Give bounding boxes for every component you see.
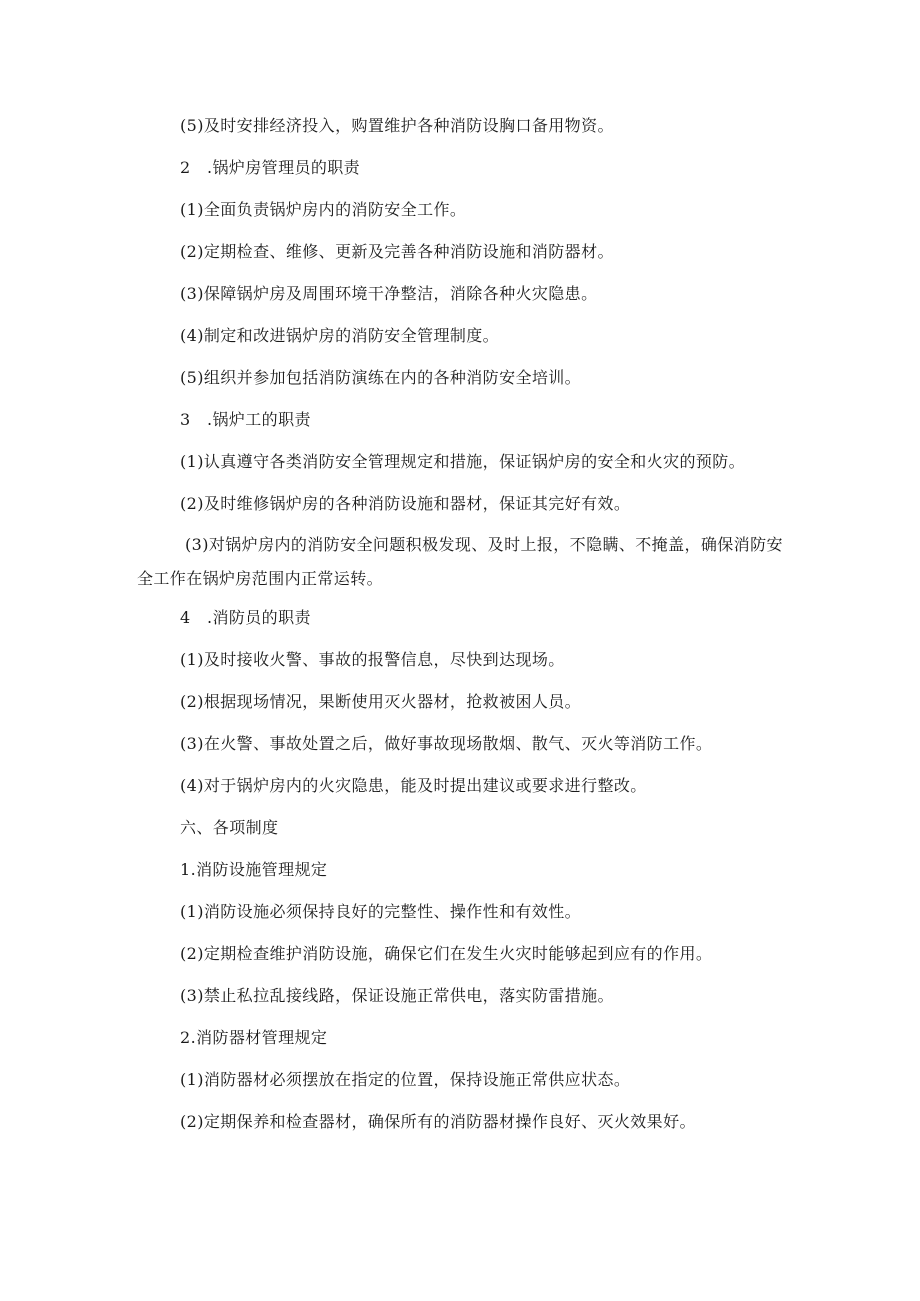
heading-boiler-manager-duties: 2 .锅炉房管理员的职责 — [180, 158, 361, 177]
item-2-inspect: (2)定期检查、维修、更新及完善各种消防设施和消防器材。 — [180, 242, 614, 261]
item-1-fire-safety: (1)全面负责锅炉房内的消防安全工作。 — [180, 200, 467, 219]
item-3-report: (3)对锅炉房内的消防安全问题积极发现、及时上报，不隐瞒、不掩盖，确保消防安全工作在锅炉房范围内正常运转。 — [137, 535, 783, 588]
item-2-upkeep: (2)定期保养和检查器材，确保所有的消防器材操作良好、灭火效果好。 — [180, 1112, 696, 1131]
item-3-wiring: (3)禁止私拉乱接线路，保证设施正常供电，落实防雷措施。 — [180, 986, 614, 1005]
heading-facility-rules: 1.消防设施管理规定 — [180, 860, 328, 879]
heading-boiler-worker-duties: 3 .锅炉工的职责 — [180, 410, 311, 429]
item-5-invest: (5)及时安排经济投入，购置维护各种消防设胸口备用物资。 — [180, 116, 614, 135]
item-4-hazards: (4)对于锅炉房内的火灾隐患，能及时提出建议或要求进行整改。 — [180, 776, 647, 795]
section-six-heading: 六、各项制度 — [180, 818, 279, 837]
item-1-receive-alarm: (1)及时接收火警、事故的报警信息，尽快到达现场。 — [180, 650, 565, 669]
item-1-integrity: (1)消防设施必须保持良好的完整性、操作性和有效性。 — [180, 902, 582, 921]
item-1-placement: (1)消防器材必须摆放在指定的位置，保持设施正常供应状态。 — [180, 1070, 631, 1089]
heading-firefighter-duties: 4 .消防员的职责 — [180, 608, 311, 627]
item-2-rescue: (2)根据现场情况，果断使用灭火器材，抢救被困人员。 — [180, 692, 582, 711]
item-5-training: (5)组织并参加包括消防演练在内的各种消防安全培训。 — [180, 368, 582, 387]
item-3-aftermath: (3)在火警、事故处置之后，做好事故现场散烟、散气、灭火等消防工作。 — [180, 734, 713, 753]
item-3-clean: (3)保障锅炉房及周围环境干净整洁，消除各种火灾隐患。 — [180, 284, 598, 303]
heading-equipment-rules: 2.消防器材管理规定 — [180, 1028, 328, 1047]
item-4-rules: (4)制定和改进锅炉房的消防安全管理制度。 — [180, 326, 500, 345]
item-2-check: (2)定期检查维护消防设施，确保它们在发生火灾时能够起到应有的作用。 — [180, 944, 713, 963]
item-2-maintain: (2)及时维修锅炉房的各种消防设施和器材，保证其完好有效。 — [180, 494, 631, 513]
item-1-comply: (1)认真遵守各类消防安全管理规定和措施，保证锅炉房的安全和火灾的预防。 — [180, 452, 746, 471]
